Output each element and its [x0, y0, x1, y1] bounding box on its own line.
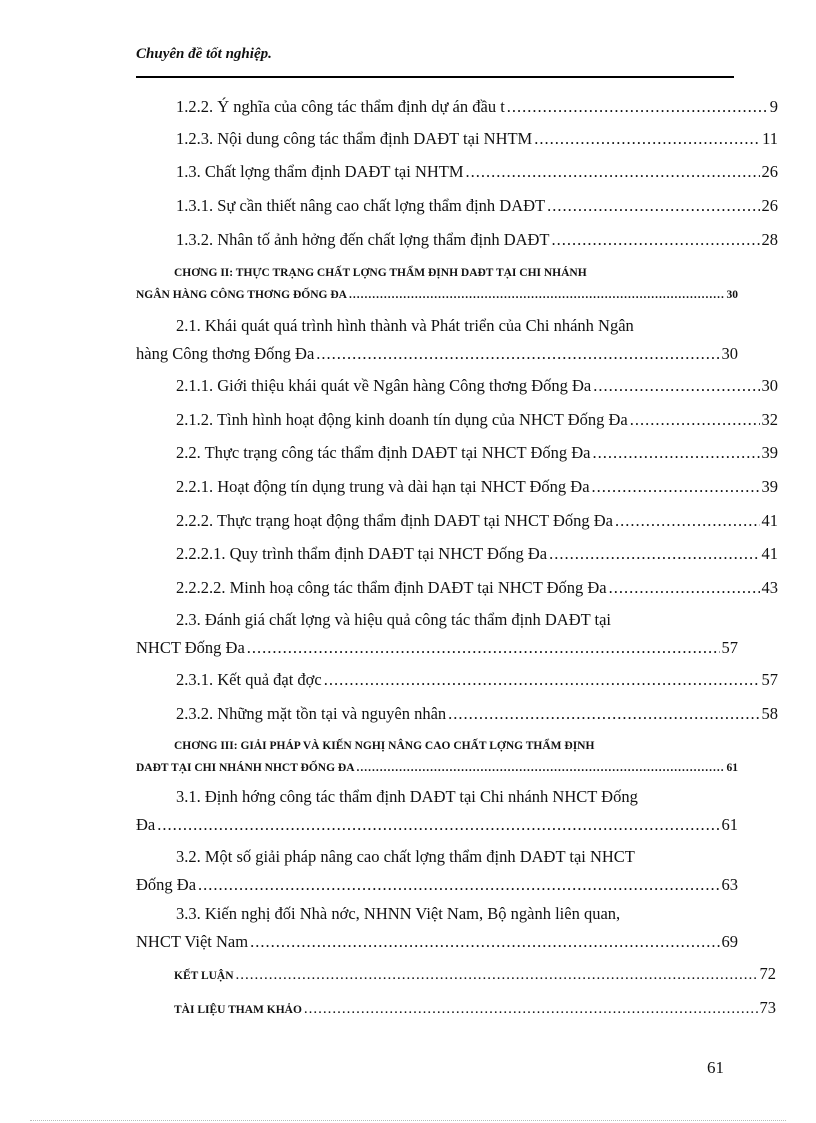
toc-entry	[136, 668, 778, 692]
toc-entry-text: 2.3.2. Những mặt tồn tại và nguyên nhân	[176, 704, 447, 723]
toc-entry-page: 41	[761, 511, 778, 530]
toc-leader-dots	[549, 542, 759, 566]
toc-leader-dots	[448, 702, 759, 726]
toc-entry-page: 30	[726, 289, 738, 301]
toc-leader-dots	[304, 998, 758, 1020]
toc-entry	[136, 194, 778, 218]
toc-entry-text: 2.1.1. Giới thiệu khái quát về Ngân hàng Công thơng Đống Đa	[176, 376, 592, 395]
toc-entry-page: 61	[726, 762, 738, 774]
toc-entry	[136, 228, 778, 252]
toc-entry-page: 26	[761, 162, 778, 181]
toc-leader-dots	[547, 194, 759, 218]
toc-entry-text-line2: NHCT Đống Đa	[136, 638, 245, 657]
toc-chapter-heading	[136, 262, 738, 306]
toc-leader-dots	[198, 873, 719, 897]
toc-leader-dots	[507, 95, 768, 119]
toc-leader-dots	[609, 576, 760, 600]
toc-entry-page: 57	[761, 670, 778, 689]
toc-chapter-heading	[136, 735, 738, 779]
toc-entry	[136, 845, 738, 897]
toc-entry-page: 43	[761, 578, 778, 597]
toc-leader-dots	[534, 127, 760, 151]
toc-entry-text-line2: Đa	[136, 815, 156, 834]
toc-entry-text: 2.3.1. Kết quả đạt đợc	[176, 670, 322, 689]
toc-entry-text: 2.2.2.2. Minh hoạ công tác thẩm định DAĐT tại NHCT Đống Đa	[176, 578, 607, 597]
toc-entry-text: 2.2.1. Hoạt động tín dụng trung và dài hạn tại NHCT Đống Đa	[176, 477, 590, 496]
toc-entry-page: 39	[761, 443, 778, 462]
toc-leader-dots	[592, 475, 760, 499]
toc-entry-text: 2.2.2. Thực trạng hoạt động thẩm định DAĐT tại NHCT Đống Đa	[176, 511, 613, 530]
toc-entry	[136, 475, 778, 499]
toc-entry	[136, 542, 778, 566]
toc-entry-text: 1.3.2. Nhân tố ảnh hởng đến chất lợng thẩm định DAĐT	[176, 230, 550, 249]
toc-leader-dots	[157, 813, 719, 837]
toc-entry-page: 58	[761, 704, 778, 723]
toc-entry	[136, 997, 776, 1021]
toc-entry	[136, 608, 738, 660]
toc-entry	[136, 902, 738, 954]
toc-entry	[136, 127, 778, 151]
toc-entry	[136, 509, 778, 533]
toc-entry-page: 72	[759, 964, 776, 983]
toc-entry	[136, 374, 778, 398]
toc-entry-page: 69	[721, 932, 738, 951]
toc-entry-page: 30	[721, 344, 738, 363]
toc-entry-page: 61	[721, 815, 738, 834]
toc-entry	[136, 785, 738, 837]
toc-leader-dots	[247, 636, 720, 660]
toc-entry-text: 2.2.2.1. Quy trình thẩm định DAĐT tại NHCT Đống Đa	[176, 544, 548, 563]
toc-entry-text-line2: hàng Công thơng Đống Đa	[136, 344, 315, 363]
toc-leader-dots	[615, 509, 760, 533]
toc-leader-dots	[250, 930, 719, 954]
toc-leader-dots	[236, 964, 758, 986]
toc-entry	[136, 702, 778, 726]
page-number: 61	[707, 1058, 724, 1077]
toc-leader-dots	[593, 374, 759, 398]
document-header-title: Chuyên đề tốt nghiệp.	[136, 46, 272, 62]
toc-entry-text-line1: CHƠNG III: GIẢI PHÁP VÀ KIẾN NGHỊ NÂNG CAO CHẤT LỢNG THẨM ĐỊNH	[174, 740, 595, 752]
toc-leader-dots	[552, 228, 760, 252]
toc-leader-dots	[349, 284, 725, 306]
toc-leader-dots	[593, 441, 760, 465]
toc-entry-text-line2: DAĐT TẠI CHI NHÁNH NHCT ĐỐNG ĐA	[136, 762, 355, 774]
toc-entry-text: 1.2.3. Nội dung công tác thẩm định DAĐT tại NHTM	[176, 129, 533, 148]
toc-entry-page: 39	[761, 477, 778, 496]
toc-entry	[136, 576, 778, 600]
toc-entry-text-line2: NHCT Việt Nam	[136, 932, 249, 951]
toc-entry-page: 41	[761, 544, 778, 563]
toc-entry-text: 2.2. Thực trạng công tác thẩm định DAĐT tại NHCT Đống Đa	[176, 443, 591, 462]
toc-entry-text-line1: 3.3. Kiến nghị đối Nhà nớc, NHNN Việt Nam, Bộ ngành liên quan,	[176, 904, 621, 923]
toc-entry-page: 30	[761, 376, 778, 395]
toc-entry-text-line1: 2.3. Đánh giá chất lợng và hiệu quả công tác thẩm định DAĐT tại	[176, 610, 612, 629]
toc-entry	[136, 95, 778, 119]
toc-entry-page: 28	[761, 230, 778, 249]
toc-entry	[136, 160, 778, 184]
toc-entry-page: 9	[769, 97, 778, 116]
toc-entry-text: 1.3. Chất lợng thẩm định DAĐT tại NHTM	[176, 162, 464, 181]
toc-entry-text-line1: 3.2. Một số giải pháp nâng cao chất lợng thẩm định DAĐT tại NHCT	[176, 847, 635, 866]
toc-entry-page: 73	[759, 998, 776, 1017]
toc-entry-page: 26	[761, 196, 778, 215]
toc-entry-text-line2: Đống Đa	[136, 875, 197, 894]
toc-entry-page: 57	[721, 638, 738, 657]
toc-entry-text-line1: CHƠNG II: THỰC TRẠNG CHẤT LỢNG THẨM ĐỊNH DAĐT TẠI CHI NHÁNH	[174, 267, 587, 279]
toc-entry-page: 32	[761, 410, 778, 429]
toc-entry	[136, 408, 778, 432]
toc-entry-text: TÀI LIỆU THAM KHẢO	[174, 1004, 302, 1016]
toc-entry	[136, 314, 738, 366]
toc-leader-dots	[316, 342, 719, 366]
toc-entry-text: 1.3.1. Sự cần thiết nâng cao chất lợng thẩm định DAĐT	[176, 196, 546, 215]
toc-leader-dots	[630, 408, 760, 432]
toc-entry-text-line1: 3.1. Định hớng công tác thẩm định DAĐT tại Chi nhánh NHCT Đống	[176, 787, 638, 806]
toc-leader-dots	[466, 160, 760, 184]
toc-entry-text: KẾT LUẬN	[174, 970, 234, 982]
header-rule	[136, 76, 734, 78]
page-bottom-rule	[30, 1120, 786, 1121]
toc-entry-text: 1.2.2. Ý nghĩa của công tác thẩm định dự án đầu t	[176, 97, 505, 116]
toc-entry-text-line1: 2.1. Khái quát quá trình hình thành và Phát triển của Chi nhánh Ngân	[176, 316, 634, 335]
toc-entry-page: 11	[762, 129, 778, 148]
toc-entry	[136, 963, 776, 987]
toc-entry	[136, 441, 778, 465]
toc-leader-dots	[324, 668, 760, 692]
toc-entry-page: 63	[721, 875, 738, 894]
toc-leader-dots	[357, 757, 725, 779]
toc-entry-text-line2: NGÂN HÀNG CÔNG THƠNG ĐỐNG ĐA	[136, 289, 347, 301]
toc-entry-text: 2.1.2. Tình hình hoạt động kinh doanh tín dụng của NHCT Đống Đa	[176, 410, 628, 429]
